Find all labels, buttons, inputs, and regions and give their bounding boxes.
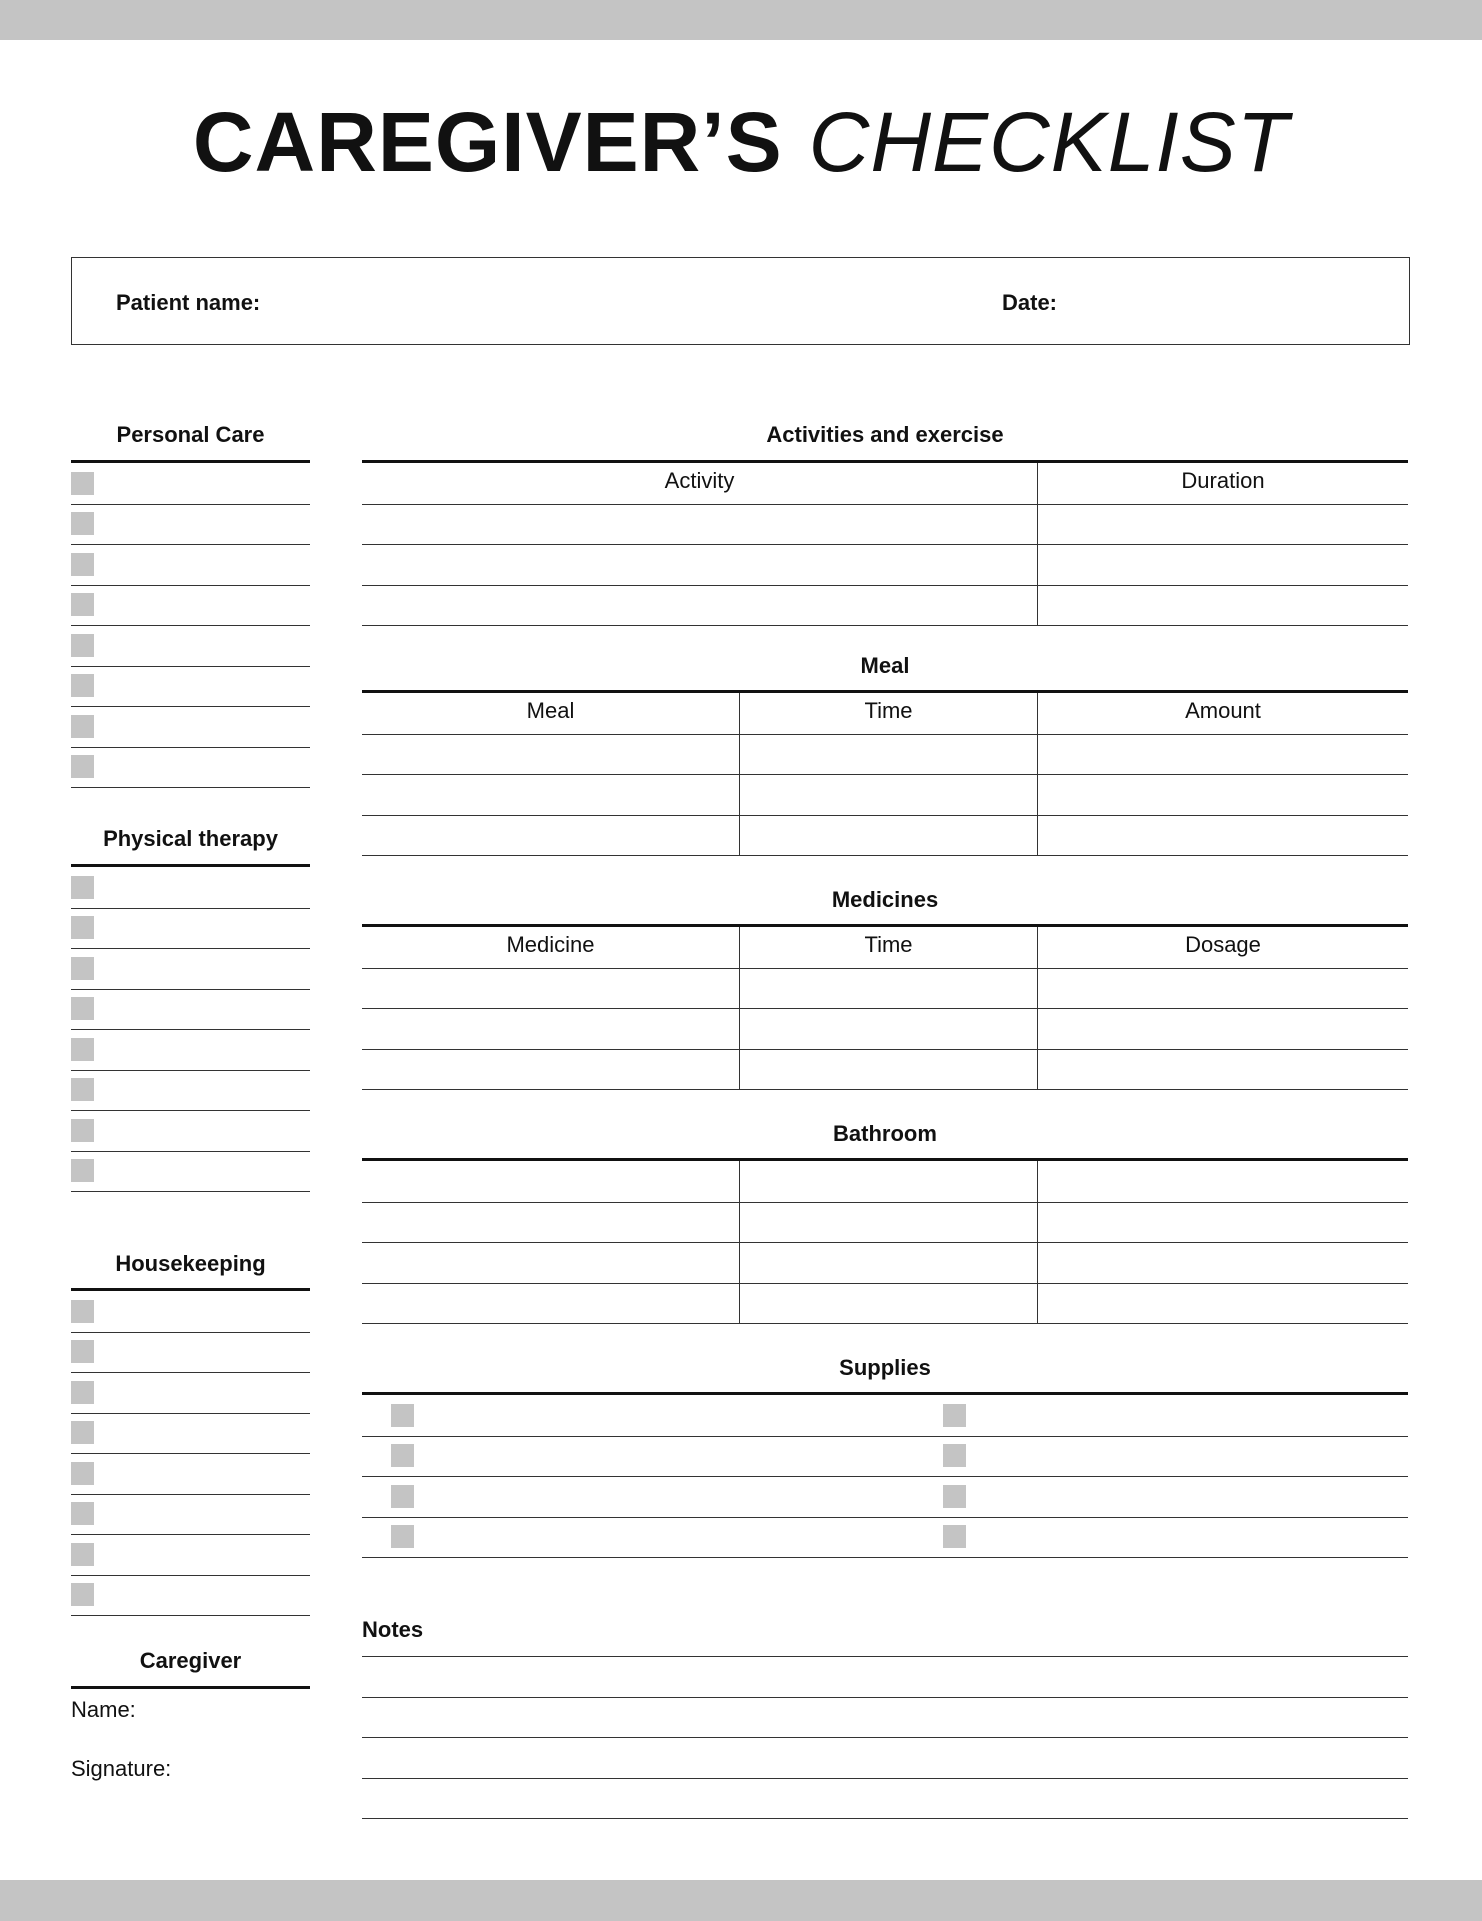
personal-care-row-line xyxy=(71,504,310,505)
bathroom-column-divider xyxy=(1037,1161,1038,1323)
medicines-cell[interactable] xyxy=(1039,1010,1406,1047)
notes-line[interactable] xyxy=(362,1778,1408,1779)
meal-cell[interactable] xyxy=(364,736,737,773)
meal-cell[interactable] xyxy=(741,817,1035,854)
meal-row-line xyxy=(362,734,1408,735)
activities-column-divider xyxy=(1037,463,1038,625)
personal-care-row-line xyxy=(71,666,310,667)
notes-heading: Notes xyxy=(362,1617,424,1642)
medicines-cell[interactable] xyxy=(741,970,1035,1007)
bathroom-row-line xyxy=(362,1242,1408,1243)
physical-therapy-heading: Physical therapy xyxy=(103,826,278,851)
housekeeping-checkbox[interactable] xyxy=(71,1543,94,1566)
activities-cell[interactable] xyxy=(1039,506,1406,543)
supplies-checkbox[interactable] xyxy=(391,1404,414,1427)
medicines-row-line xyxy=(362,1008,1408,1009)
medicine-column-header: Medicine xyxy=(506,932,595,957)
bathroom-cell[interactable] xyxy=(364,1163,737,1200)
activities-cell[interactable] xyxy=(1039,546,1406,583)
title-italic: CHECKLIST xyxy=(808,95,1290,189)
meal-column-divider xyxy=(739,693,740,855)
physical-therapy-checkbox[interactable] xyxy=(71,997,94,1020)
meal-column-header: Meal xyxy=(526,698,575,723)
bathroom-column-divider xyxy=(739,1161,740,1323)
physical-therapy-checkbox[interactable] xyxy=(71,1038,94,1061)
bathroom-row-line xyxy=(362,1283,1408,1284)
meal-cell[interactable] xyxy=(741,776,1035,813)
meal-row-line xyxy=(362,774,1408,775)
caregiver-name-label: Name: xyxy=(71,1697,136,1722)
medicines-cell[interactable] xyxy=(741,1051,1035,1088)
physical-therapy-row-line xyxy=(71,948,310,949)
supplies-row-line xyxy=(362,1517,1408,1518)
personal-care-checkbox[interactable] xyxy=(71,593,94,616)
medicines-cell[interactable] xyxy=(364,970,737,1007)
dosage-column-header: Dosage xyxy=(1185,932,1261,957)
personal-care-checkbox[interactable] xyxy=(71,634,94,657)
housekeeping-row-line xyxy=(71,1575,310,1576)
personal-care-checkbox[interactable] xyxy=(71,472,94,495)
caregiver-rule xyxy=(71,1686,310,1689)
meal-row-line xyxy=(362,815,1408,816)
activities-row-line xyxy=(362,625,1408,626)
housekeeping-checkbox[interactable] xyxy=(71,1421,94,1444)
medicines-column-divider xyxy=(739,927,740,1089)
caregiver-heading: Caregiver xyxy=(139,1648,242,1673)
housekeeping-row-line xyxy=(71,1413,310,1414)
meal-row-line xyxy=(362,855,1408,856)
housekeeping-checkbox[interactable] xyxy=(71,1300,94,1323)
patient-box xyxy=(71,257,1410,345)
date-label: Date: xyxy=(1002,290,1058,315)
meal-cell[interactable] xyxy=(364,817,737,854)
personal-care-checkbox[interactable] xyxy=(71,553,94,576)
physical-therapy-checkbox[interactable] xyxy=(71,1119,94,1142)
personal-care-row-line xyxy=(71,625,310,626)
physical-therapy-row-line xyxy=(71,1070,310,1071)
supplies-checkbox[interactable] xyxy=(943,1485,966,1508)
medicines-cell[interactable] xyxy=(1039,1051,1406,1088)
physical-therapy-row-line xyxy=(71,1151,310,1152)
housekeeping-checkbox[interactable] xyxy=(71,1340,94,1363)
meal-rule xyxy=(362,690,1408,693)
housekeeping-checkbox[interactable] xyxy=(71,1583,94,1606)
meal-time-column-header: Time xyxy=(864,698,913,723)
caregiver-signature-label: Signature: xyxy=(71,1756,172,1781)
supplies-checkbox[interactable] xyxy=(943,1444,966,1467)
physical-therapy-row-line xyxy=(71,1110,310,1111)
bathroom-cell[interactable] xyxy=(364,1204,737,1241)
medicines-cell[interactable] xyxy=(1039,970,1406,1007)
bathroom-rule xyxy=(362,1158,1408,1161)
personal-care-row-line xyxy=(71,787,310,788)
notes-line[interactable] xyxy=(362,1818,1408,1819)
supplies-heading: Supplies xyxy=(839,1355,931,1380)
physical-therapy-row-line xyxy=(71,908,310,909)
personal-care-row-line xyxy=(71,747,310,748)
physical-therapy-checkbox[interactable] xyxy=(71,1159,94,1182)
bathroom-cell[interactable] xyxy=(741,1285,1035,1322)
bathroom-row-line xyxy=(362,1323,1408,1324)
bathroom-row-line xyxy=(362,1202,1408,1203)
personal-care-row-line xyxy=(71,585,310,586)
medicine-time-column-header: Time xyxy=(864,932,913,957)
activities-cell[interactable] xyxy=(364,587,1035,624)
personal-care-checkbox[interactable] xyxy=(71,755,94,778)
physical-therapy-row-line xyxy=(71,1029,310,1030)
physical-therapy-checkbox[interactable] xyxy=(71,1078,94,1101)
supplies-row-line xyxy=(362,1476,1408,1477)
amount-column-header: Amount xyxy=(1185,698,1261,723)
bathroom-cell[interactable] xyxy=(741,1163,1035,1200)
physical-therapy-rule xyxy=(71,864,310,867)
notes-line[interactable] xyxy=(362,1697,1408,1698)
bathroom-cell[interactable] xyxy=(1039,1244,1406,1281)
personal-care-checkbox[interactable] xyxy=(71,512,94,535)
personal-care-row-line xyxy=(71,706,310,707)
personal-care-row-line xyxy=(71,544,310,545)
physical-therapy-row-line xyxy=(71,989,310,990)
activities-row-line xyxy=(362,504,1408,505)
personal-care-checkbox[interactable] xyxy=(71,674,94,697)
physical-therapy-checkbox[interactable] xyxy=(71,876,94,899)
housekeeping-rule xyxy=(71,1288,310,1291)
housekeeping-row-line xyxy=(71,1332,310,1333)
supplies-checkbox[interactable] xyxy=(391,1525,414,1548)
bathroom-cell[interactable] xyxy=(364,1285,737,1322)
medicines-column-divider xyxy=(1037,927,1038,1089)
meal-heading: Meal xyxy=(860,653,910,678)
housekeeping-heading: Housekeeping xyxy=(115,1251,266,1276)
meal-cell[interactable] xyxy=(741,736,1035,773)
activities-cell[interactable] xyxy=(364,546,1035,583)
medicines-row-line xyxy=(362,1089,1408,1090)
physical-therapy-checkbox[interactable] xyxy=(71,916,94,939)
housekeeping-checkbox[interactable] xyxy=(71,1502,94,1525)
medicines-cell[interactable] xyxy=(364,1010,737,1047)
activities-row-line xyxy=(362,544,1408,545)
meal-column-divider xyxy=(1037,693,1038,855)
supplies-row-line xyxy=(362,1436,1408,1437)
supplies-checkbox[interactable] xyxy=(391,1444,414,1467)
meal-cell[interactable] xyxy=(1039,736,1406,773)
bathroom-cell[interactable] xyxy=(1039,1204,1406,1241)
activities-cell[interactable] xyxy=(364,506,1035,543)
top-band xyxy=(0,0,1482,40)
medicines-rule xyxy=(362,924,1408,927)
medicines-cell[interactable] xyxy=(364,1051,737,1088)
meal-cell[interactable] xyxy=(1039,817,1406,854)
notes-line[interactable] xyxy=(362,1737,1408,1738)
physical-therapy-checkbox[interactable] xyxy=(71,957,94,980)
housekeeping-row-line xyxy=(71,1494,310,1495)
housekeeping-checkbox[interactable] xyxy=(71,1462,94,1485)
housekeeping-row-line xyxy=(71,1372,310,1373)
meal-cell[interactable] xyxy=(1039,776,1406,813)
page-title xyxy=(0,92,1482,192)
personal-care-checkbox[interactable] xyxy=(71,715,94,738)
bathroom-heading: Bathroom xyxy=(833,1121,937,1146)
patient-name-label: Patient name: xyxy=(116,290,261,315)
supplies-checkbox[interactable] xyxy=(943,1404,966,1427)
medicines-cell[interactable] xyxy=(741,1010,1035,1047)
personal-care-heading: Personal Care xyxy=(116,422,265,447)
personal-care-rule xyxy=(71,460,310,463)
bathroom-cell[interactable] xyxy=(1039,1163,1406,1200)
title-bold: CAREGIVER’S xyxy=(192,95,783,189)
supplies-checkbox[interactable] xyxy=(391,1485,414,1508)
bathroom-cell[interactable] xyxy=(364,1244,737,1281)
activities-row-line xyxy=(362,585,1408,586)
physical-therapy-row-line xyxy=(71,1191,310,1192)
supplies-rule xyxy=(362,1392,1408,1395)
medicines-row-line xyxy=(362,968,1408,969)
housekeeping-row-line xyxy=(71,1615,310,1616)
bathroom-cell[interactable] xyxy=(741,1204,1035,1241)
activities-rule xyxy=(362,460,1408,463)
duration-column-header: Duration xyxy=(1181,468,1265,493)
activities-heading: Activities and exercise xyxy=(766,422,1004,447)
supplies-checkbox[interactable] xyxy=(943,1525,966,1548)
housekeeping-checkbox[interactable] xyxy=(71,1381,94,1404)
activities-cell[interactable] xyxy=(1039,587,1406,624)
bathroom-cell[interactable] xyxy=(741,1244,1035,1281)
notes-line[interactable] xyxy=(362,1656,1408,1657)
bottom-band xyxy=(0,1880,1482,1921)
medicines-heading: Medicines xyxy=(831,887,939,912)
supplies-row-line xyxy=(362,1557,1408,1558)
housekeeping-row-line xyxy=(71,1534,310,1535)
meal-cell[interactable] xyxy=(364,776,737,813)
medicines-row-line xyxy=(362,1049,1408,1050)
housekeeping-row-line xyxy=(71,1453,310,1454)
activity-column-header: Activity xyxy=(664,468,735,493)
bathroom-cell[interactable] xyxy=(1039,1285,1406,1322)
